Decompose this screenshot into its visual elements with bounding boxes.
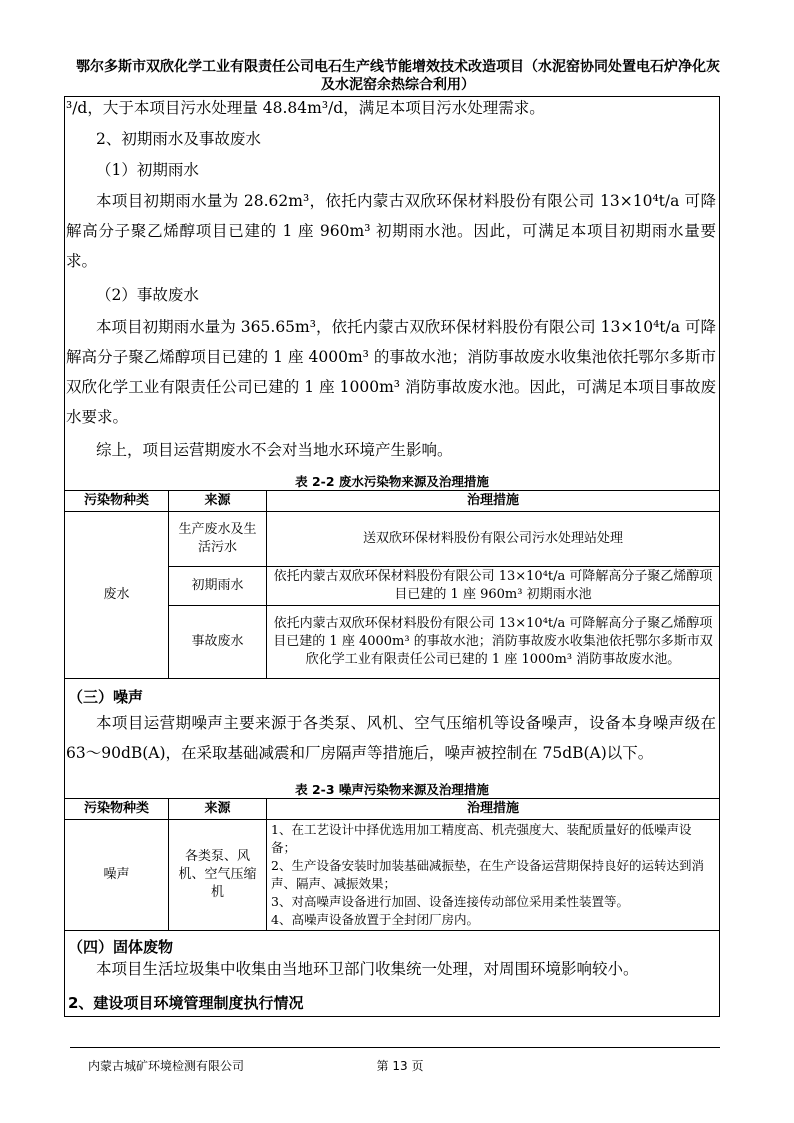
table2-caption: 表 2-3 噪声污染物来源及治理措施 bbox=[295, 782, 489, 797]
table1-caption: 表 2-2 废水污染物来源及治理措施 bbox=[295, 474, 489, 489]
paragraph-summary: 综上，项目运营期废水不会对当地水环境产生影响。 bbox=[96, 441, 453, 459]
source-cell: 事故废水 bbox=[169, 606, 267, 679]
measure-cell bbox=[267, 820, 720, 931]
source-cell: 生产废水及生活污水 bbox=[169, 512, 267, 567]
measure-item: 2、生产设备安装时加装基础减振垫，在生产设备运营期保持良好的运转达到消声、隔声、减振效果； bbox=[271, 858, 704, 891]
header-category: 污染物种类 bbox=[65, 799, 169, 820]
solid-waste-paragraph: 本项目生活垃圾集中收集由当地环卫部门收集统一处理，对周围环境影响较小。 bbox=[96, 960, 639, 978]
source-cell: 初期雨水 bbox=[169, 567, 267, 606]
measure-cell: 依托内蒙古双欣环保材料股份有限公司 13×10⁴t/a 可降解高分子聚乙烯醇项目已建的 1 座 960m³ 初期雨水池 bbox=[267, 567, 720, 606]
measure-item: 3、对高噪声设备进行加固、设备连接传动部位采用柔性装置等。 bbox=[271, 894, 629, 909]
table-row bbox=[65, 820, 720, 931]
header-title-line2: 及水泥窑余热综合利用） bbox=[321, 77, 475, 93]
section2-heading: 2、建设项目环境管理制度执行情况 bbox=[68, 994, 304, 1012]
measure-cell: 依托内蒙古双欣环保材料股份有限公司 13×10⁴t/a 可降解高分子聚乙烯醇项目已建的 1 座 4000m³ 的事故水池；消防事故废水收集池依托鄂尔多斯市双欣化学工业有限责任公司已建的 1 座 1000m³ 消防事故废水池。 bbox=[267, 606, 720, 679]
footer-divider bbox=[70, 1047, 720, 1048]
category-cell: 噪声 bbox=[65, 820, 169, 931]
noise-heading: （三）噪声 bbox=[68, 688, 144, 706]
header-measure: 治理措施 bbox=[267, 799, 720, 820]
measure-item: 4、高噪声设备放置于全封闭厂房内。 bbox=[271, 912, 479, 927]
heading-accident-water: （2）事故废水 bbox=[96, 286, 199, 304]
header-source: 来源 bbox=[169, 799, 267, 820]
paragraph-initial-rain: 本项目初期雨水量为 28.62m³，依托内蒙古双欣环保材料股份有限公司 13×10⁴t/a 可降解高分子聚乙烯醇项目已建的 1 座 960m³ 初期雨水池。因此，可满足本项目初期雨水量要求。 bbox=[66, 192, 716, 270]
paragraph-accident-water: 本项目初期雨水量为 365.65m³，依托内蒙古双欣环保材料股份有限公司 13×10⁴t/a 可降解高分子聚乙烯醇项目已建的 1 座 4000m³ 的事故水池；消防事故废水收集池依托鄂尔多斯市双欣化学工业有限责任公司已建的 1 座 1000m³ 消防事故废水池。因此，可满足本项目事故废水要求。 bbox=[66, 318, 716, 426]
table-header-row bbox=[65, 491, 720, 512]
table-header-row bbox=[65, 799, 720, 820]
heading-initial-accident: 2、初期雨水及事故废水 bbox=[96, 130, 261, 148]
footer-company: 内蒙古城矿环境检测有限公司 bbox=[88, 1059, 245, 1073]
source-cell: 各类泵、风机、空气压缩机 bbox=[169, 820, 267, 931]
measure-item: 1、在工艺设计中择优选用加工精度高、机壳强度大、装配质量好的低噪声设备； bbox=[271, 822, 692, 855]
header-title-line1: 鄂尔多斯市双欣化学工业有限责任公司电石生产线节能增效技术改造项目（水泥窑协同处置电石炉净化灰 bbox=[76, 59, 720, 75]
footer-page-number: 第 13 页 bbox=[376, 1059, 424, 1073]
category-cell: 废水 bbox=[65, 512, 169, 679]
header-source: 来源 bbox=[169, 491, 267, 512]
header-category: 污染物种类 bbox=[65, 491, 169, 512]
noise-table bbox=[64, 798, 720, 931]
page-header bbox=[70, 58, 726, 94]
measure-cell: 送双欣环保材料股份有限公司污水处理站处理 bbox=[267, 512, 720, 567]
heading-initial-rain: （1）初期雨水 bbox=[96, 161, 199, 179]
header-measure: 治理措施 bbox=[267, 491, 720, 512]
table-row bbox=[65, 512, 720, 567]
noise-paragraph: 本项目运营期噪声主要来源于各类泵、风机、空气压缩机等设备噪声，设备本身噪声级在 63～90dB(A)，在采取基础减震和厂房隔声等措施后，噪声被控制在 75dB(A)以下。 bbox=[66, 714, 716, 762]
wastewater-table bbox=[64, 490, 720, 679]
continued-line: ³/d，大于本项目污水处理量 48.84m³/d，满足本项目污水处理需求。 bbox=[66, 99, 545, 117]
solid-waste-heading: （四）固体废物 bbox=[68, 938, 174, 956]
